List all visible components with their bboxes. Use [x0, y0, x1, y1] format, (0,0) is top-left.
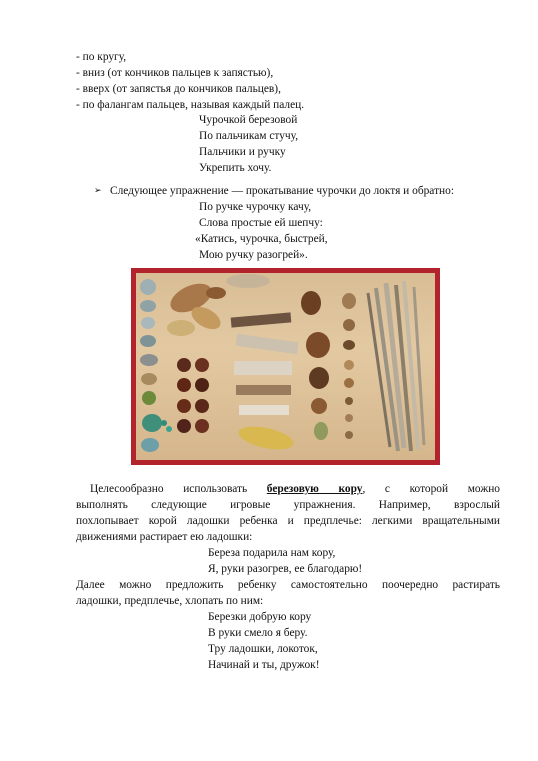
- poem-line: «Катись, чурочка, быстрей,: [195, 233, 328, 245]
- poem-line: Березки добрую кору: [208, 611, 312, 623]
- paragraph-line: Целесообразно использовать березовую кору, с которой можно: [90, 483, 500, 495]
- poem-line: Тру ладошки, локоток,: [208, 643, 318, 655]
- list-item: - по фалангам пальцев, называя каждый палец.: [76, 99, 305, 111]
- poem-line: В руки смело я беру.: [208, 627, 308, 639]
- natural-materials-photo: [131, 268, 440, 465]
- photo-content: [136, 273, 435, 460]
- paragraph-line: похлопывает корой ладошки ребенка и предплечье: легкими вращательными: [76, 515, 500, 527]
- poem-line: По ручке чурочку качу,: [199, 201, 312, 213]
- poem-line: Мою ручку разогрей».: [199, 249, 308, 261]
- list-item: - вниз (от кончиков пальцев к запястью),: [76, 67, 274, 79]
- paragraph-line: ладошки, предплечье, хлопать по ним:: [76, 595, 264, 607]
- poem-line: По пальчикам стучу,: [199, 130, 299, 142]
- poem-line: Чурочкой березовой: [199, 114, 298, 126]
- paragraph-line: Далее можно предложить ребенку самостоятельно поочередно растирать: [76, 579, 500, 591]
- paragraph-line: выполнять следующие игровые упражнения. Например, взрослый: [76, 499, 500, 511]
- poem-line: Начинай и ты, дружок!: [208, 659, 320, 671]
- poem-line: Береза подарила нам кору,: [208, 547, 336, 559]
- list-item: - вверх (от запястья до кончиков пальцев),: [76, 83, 281, 95]
- photo-illustration: [136, 273, 435, 460]
- emphasis-birch-bark: березовую кору: [266, 483, 363, 495]
- paragraph-line: движениями растирает ею ладошки:: [76, 531, 253, 543]
- poem-line: Укрепить хочу.: [199, 162, 272, 174]
- poem-line: Слова простые ей шепчу:: [199, 217, 323, 229]
- poem-line: Я, руки разогрев, ее благодарю!: [208, 563, 363, 575]
- arrow-bullet-icon: ➢: [94, 186, 102, 196]
- list-item: - по кругу,: [76, 51, 127, 63]
- poem-line: Пальчики и ручку: [199, 146, 286, 158]
- bullet-text: Следующее упражнение — прокатывание чурочки до локтя и обратно:: [110, 185, 454, 197]
